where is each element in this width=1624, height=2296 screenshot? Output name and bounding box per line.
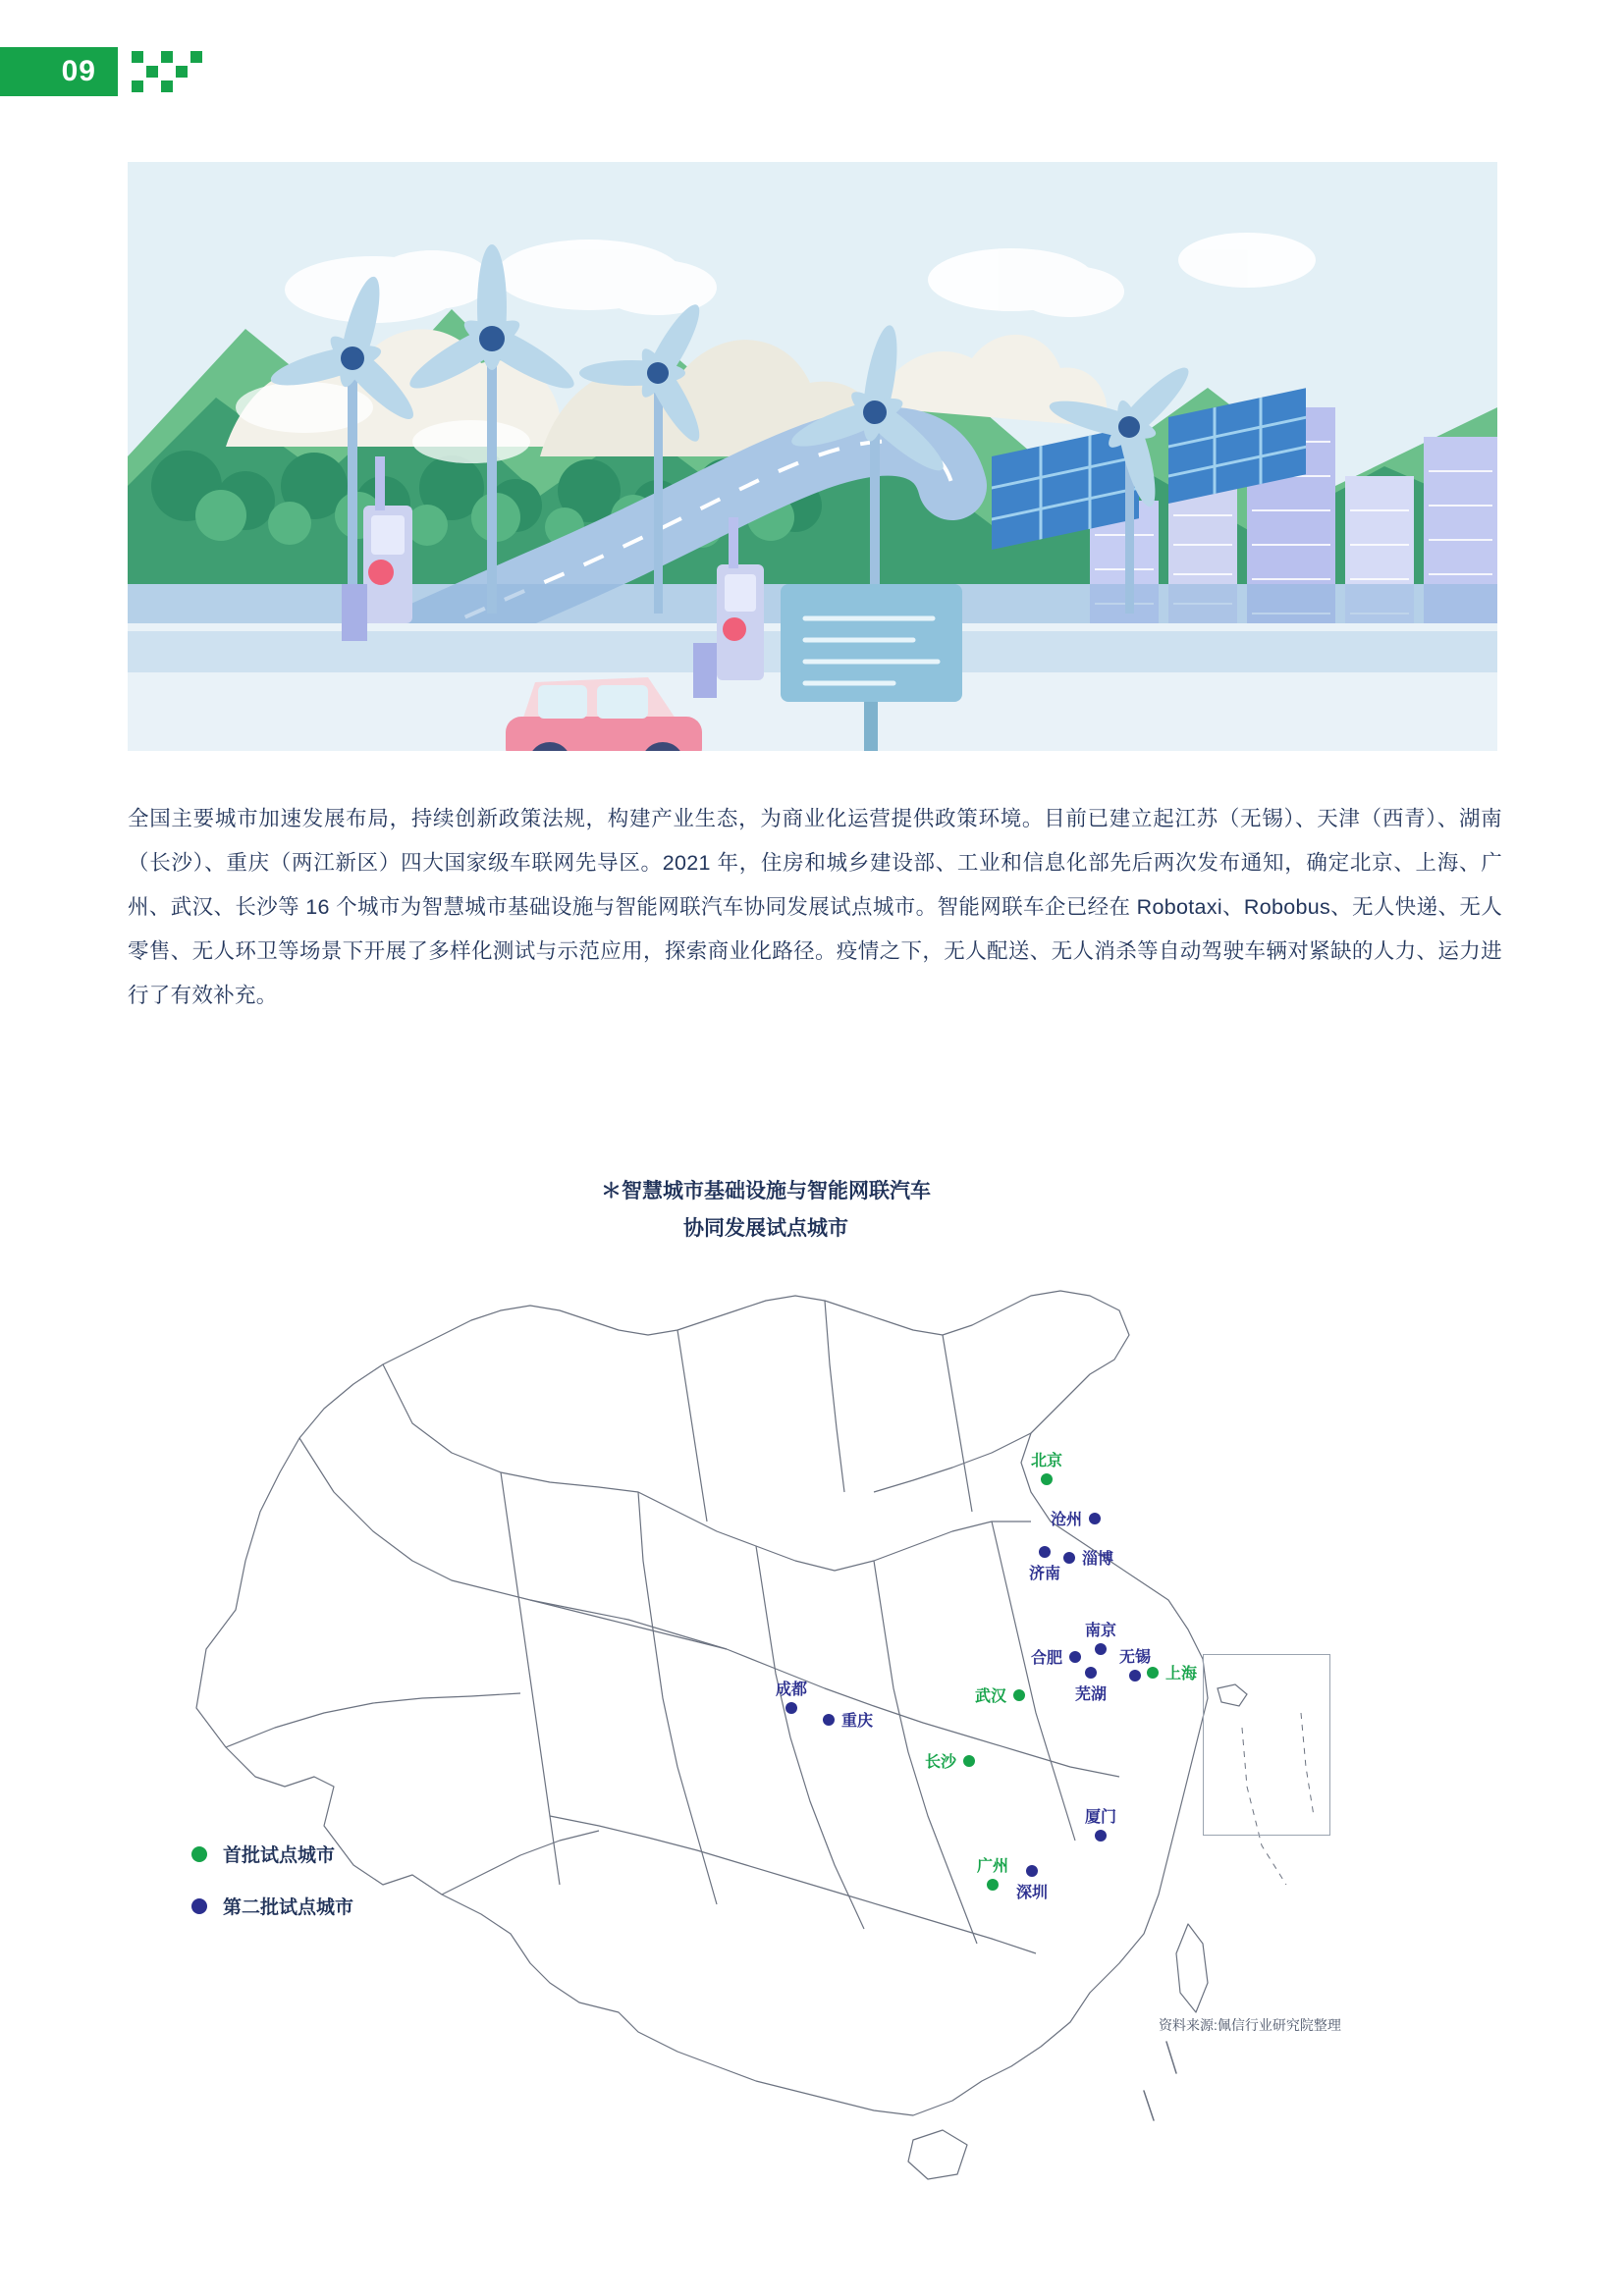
- legend-label: 第二批试点城市: [223, 1897, 354, 1918]
- map-legend: [191, 1841, 353, 1945]
- city-label: 北京: [1031, 1453, 1063, 1469]
- city-dot: [1063, 1552, 1075, 1564]
- city-marker-changsha: [925, 1749, 975, 1772]
- city-dot: [1095, 1643, 1107, 1655]
- city-label: 芜湖: [1075, 1686, 1108, 1703]
- city-marker-guangzhou: [977, 1853, 1008, 1891]
- map-section: [88, 1099, 1542, 2228]
- city-marker-jinan: [1029, 1546, 1060, 1583]
- city-dot: [963, 1755, 975, 1767]
- city-dot: [987, 1879, 999, 1891]
- city-label: 武汉: [975, 1688, 1007, 1705]
- city-dot: [1041, 1473, 1053, 1485]
- body-paragraph: 全国主要城市加速发展布局，持续创新政策法规，构建产业生态，为商业化运营提供政策环境。目前已建立起江苏（无锡）、天津（西青）、湖南（长沙）、重庆（两江新区）四大国家级车联网先导区。2021 年，住房和城乡建设部、工业和信息化部先后两次发布通知，确定北京、上海、广州、武汉、长沙等 16 个城市为智慧城市基础设施与智能网联汽车协同发展试点城市。智能网联车企已经在 Robotaxi、Robobus、无人快递、无人零售、无人环卫等场景下开展了多样化测试与示范应用，探索商业化路径。疫情之下，无人配送、无人消杀等自动驾驶车辆对紧缺的人力、运力进行了有效补充。: [128, 807, 1502, 1007]
- hero-illustration: [128, 162, 1497, 751]
- city-marker-shanghai: [1147, 1661, 1197, 1683]
- pixel-decoration-icon: [132, 51, 202, 92]
- south-sea-inset-box: [1203, 1654, 1330, 1836]
- city-dot: [1129, 1670, 1141, 1682]
- city-label: 长沙: [925, 1754, 957, 1771]
- city-dot: [1039, 1546, 1051, 1558]
- city-label: 厦门: [1085, 1809, 1117, 1826]
- city-dot: [1089, 1513, 1101, 1524]
- city-marker-shenzhen: [1016, 1865, 1048, 1902]
- page-number: 09: [61, 55, 96, 87]
- city-marker-chongqing: [823, 1708, 873, 1731]
- city-dot: [1147, 1667, 1159, 1679]
- city-dot: [823, 1714, 835, 1726]
- city-label: 广州: [977, 1858, 1009, 1875]
- city-marker-zibo: [1063, 1546, 1113, 1569]
- city-label: 南京: [1085, 1623, 1117, 1639]
- city-dot: [1013, 1689, 1025, 1701]
- map-title-line-2: 协同发展试点城市: [683, 1217, 848, 1240]
- city-marker-nanjing: [1085, 1618, 1116, 1655]
- legend-item-batch1: [191, 1841, 353, 1867]
- city-label: 上海: [1165, 1666, 1198, 1682]
- city-marker-wuhu: [1075, 1667, 1107, 1704]
- legend-swatch-green-icon: [191, 1846, 207, 1862]
- city-marker-chengdu: [776, 1677, 807, 1714]
- city-label: 合肥: [1031, 1650, 1063, 1667]
- city-dot: [1026, 1865, 1038, 1877]
- city-label: 重庆: [841, 1713, 874, 1730]
- source-note: 资料来源:佩信行业研究院整理: [1159, 2017, 1341, 2033]
- city-dot: [1069, 1651, 1081, 1663]
- city-label: 淄博: [1082, 1551, 1114, 1568]
- city-label: 无锡: [1119, 1649, 1152, 1666]
- city-dot: [1085, 1667, 1097, 1679]
- legend-label: 首批试点城市: [223, 1845, 336, 1866]
- legend-swatch-blue-icon: [191, 1898, 207, 1914]
- city-marker-hefei: [1031, 1645, 1081, 1668]
- body-paragraph-container: [128, 797, 1502, 1018]
- city-label: 济南: [1029, 1566, 1061, 1582]
- legend-item-batch2: [191, 1893, 353, 1919]
- city-dot: [1095, 1830, 1107, 1842]
- city-label: 沧州: [1051, 1512, 1083, 1528]
- city-marker-xiamen: [1085, 1804, 1116, 1842]
- page-header: [0, 47, 202, 96]
- city-marker-cangzhou: [1051, 1507, 1101, 1529]
- city-dot: [785, 1702, 797, 1714]
- city-label: 深圳: [1016, 1885, 1049, 1901]
- map-title-line-1: ＊智慧城市基础设施与智能网联汽车: [601, 1180, 931, 1202]
- city-marker-wuhan: [975, 1683, 1025, 1706]
- city-marker-beijing: [1031, 1448, 1062, 1485]
- page-number-block: [0, 47, 118, 96]
- city-label: 成都: [776, 1682, 808, 1698]
